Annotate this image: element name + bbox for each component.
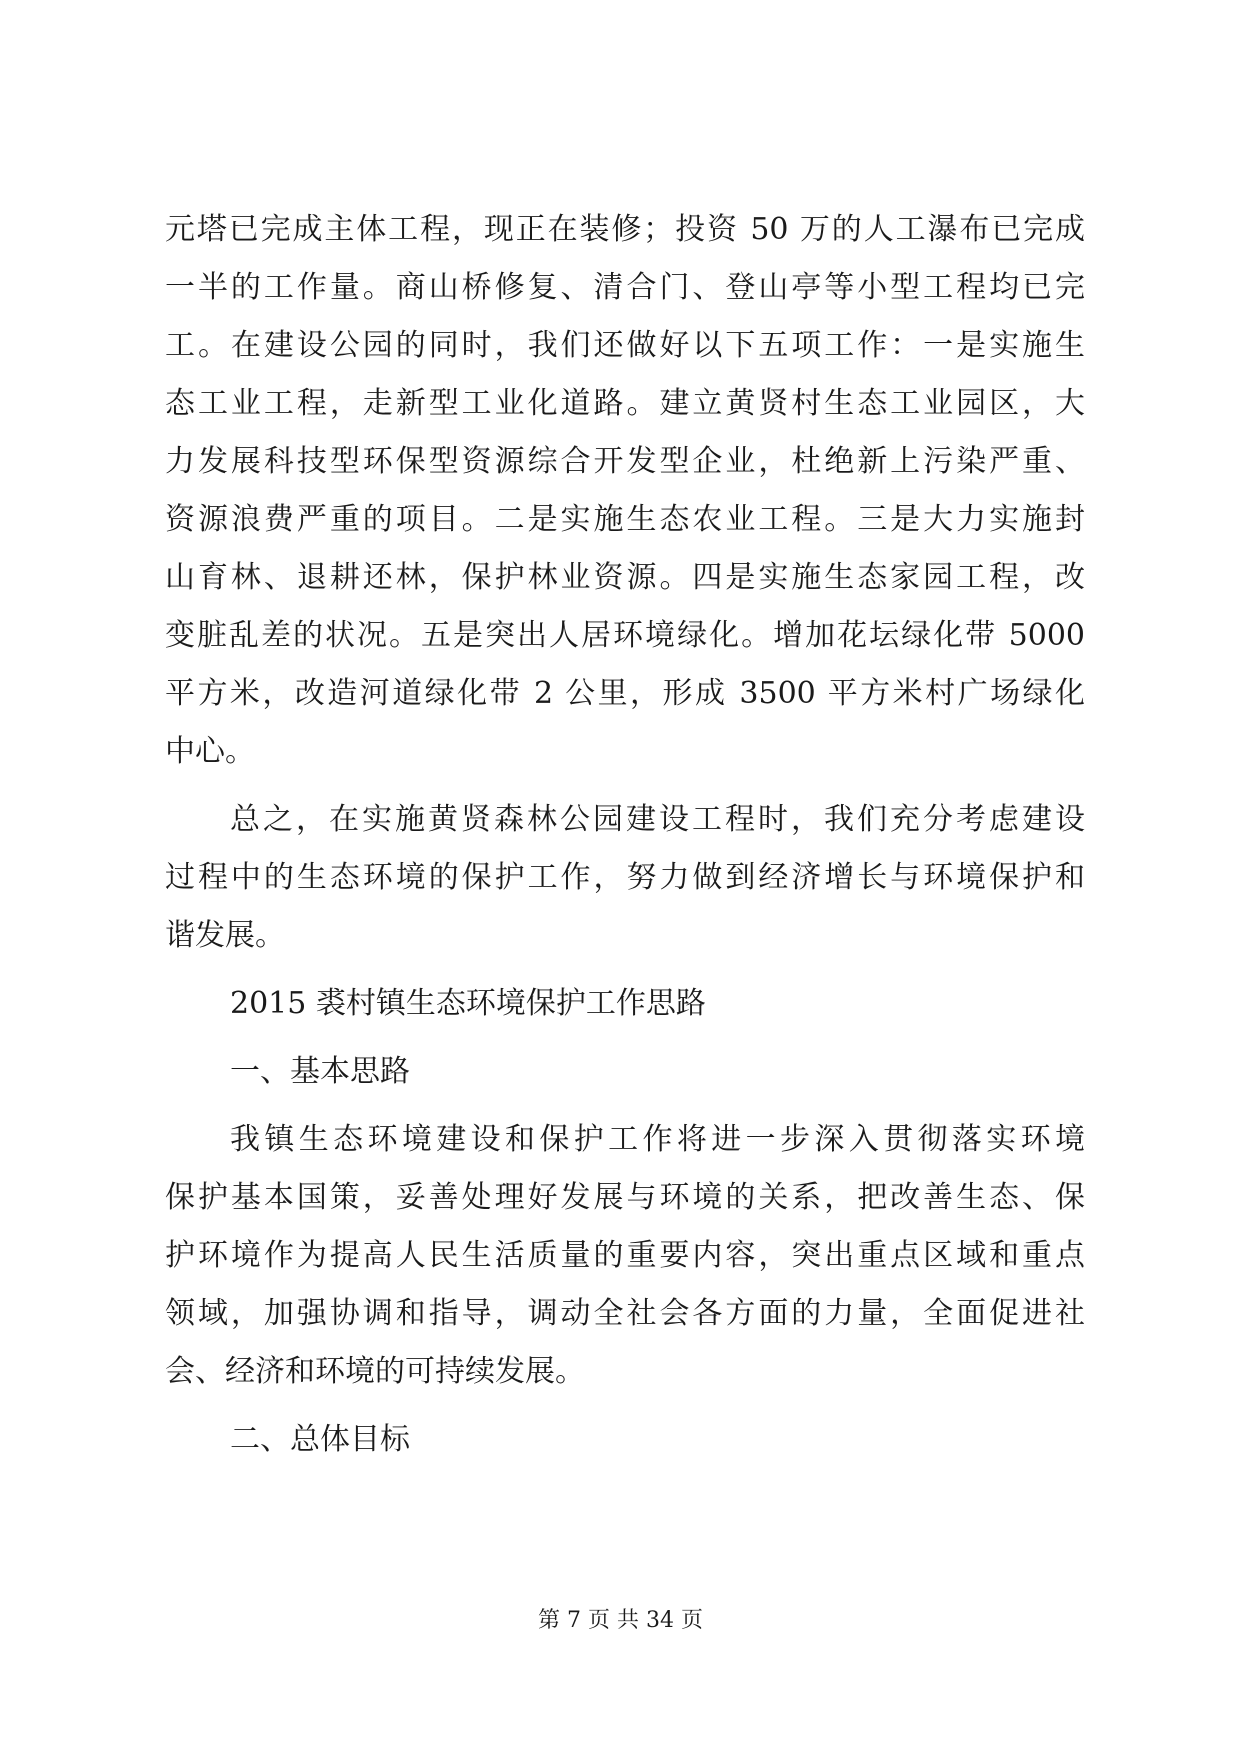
text-line: 领域，加强协调和指导，调动全社会各方面的力量，全面促进社 (165, 1296, 1085, 1331)
text-line: 态工业工程，走新型工业化道路。建立黄贤村生态工业园区，大 (165, 386, 1085, 421)
text-line: 过程中的生态环境的保护工作，努力做到经济增长与环境保护和 (165, 860, 1085, 895)
section-heading: 二、总体目标 (230, 1422, 410, 1457)
text-line: 元塔已完成主体工程，现正在装修；投资 50 万的人工瀑布已完成 (165, 212, 1085, 247)
section-heading: 2015 裘村镇生态环境保护工作思路 (230, 986, 706, 1021)
text-line: 我镇生态环境建设和保护工作将进一步深入贯彻落实环境 (230, 1122, 1085, 1157)
text-line: 中心。 (165, 734, 255, 769)
text-line: 力发展科技型环保型资源综合开发型企业，杜绝新上污染严重、 (165, 444, 1085, 479)
text-line: 山育林、退耕还林，保护林业资源。四是实施生态家园工程，改 (165, 560, 1085, 595)
text-line: 总之，在实施黄贤森林公园建设工程时，我们充分考虑建设 (230, 802, 1085, 837)
text-line: 平方米，改造河道绿化带 2 公里，形成 3500 平方米村广场绿化 (165, 676, 1085, 711)
text-line: 护环境作为提高人民生活质量的重要内容，突出重点区域和重点 (165, 1238, 1085, 1273)
text-line: 谐发展。 (165, 918, 285, 953)
text-line: 变脏乱差的状况。五是突出人居环境绿化。增加花坛绿化带 5000 (165, 618, 1085, 653)
text-line: 会、经济和环境的可持续发展。 (165, 1354, 585, 1389)
section-heading: 一、基本思路 (230, 1054, 410, 1089)
text-line: 资源浪费严重的项目。二是实施生态农业工程。三是大力实施封 (165, 502, 1085, 537)
text-line: 保护基本国策，妥善处理好发展与环境的关系，把改善生态、保 (165, 1180, 1085, 1215)
text-line: 工。在建设公园的同时，我们还做好以下五项工作：一是实施生 (165, 328, 1085, 363)
page-number-footer: 第 7 页 共 34 页 (538, 1608, 703, 1633)
text-line: 一半的工作量。商山桥修复、清合门、登山亭等小型工程均已完 (165, 270, 1085, 305)
